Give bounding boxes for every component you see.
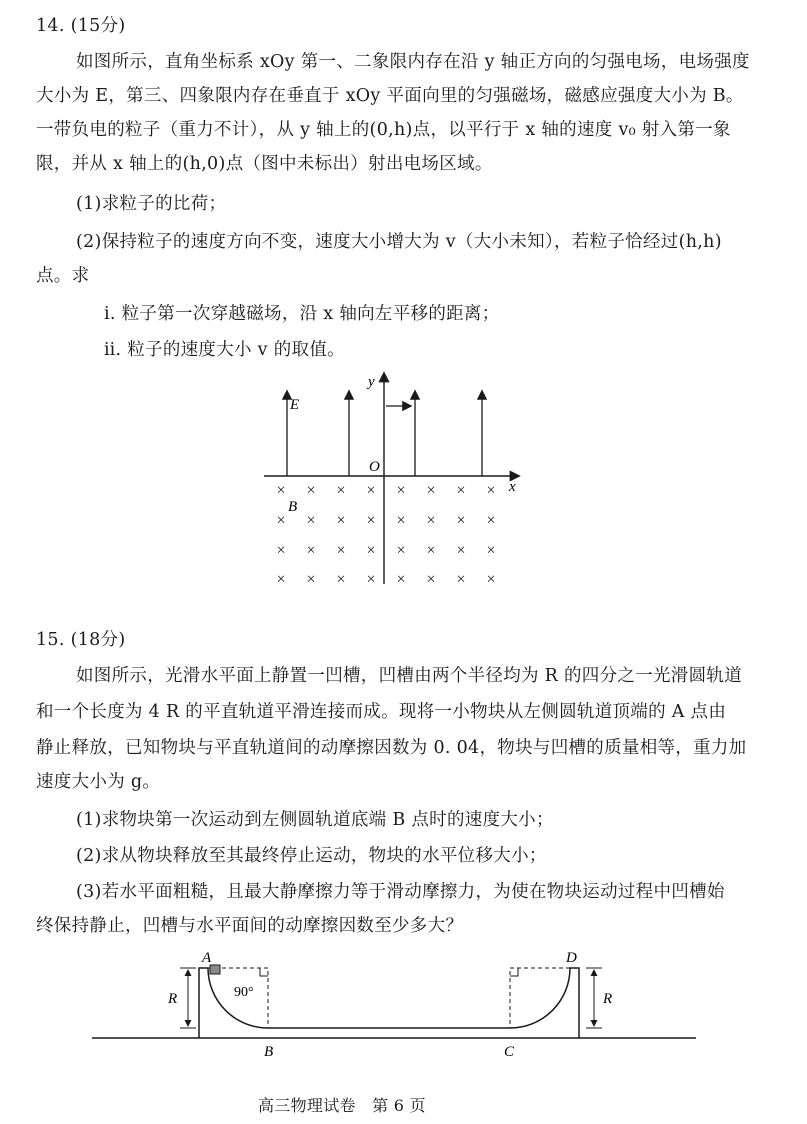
field-cross: × bbox=[396, 542, 406, 559]
q14-sub-i: ⅰ. 粒子第一次穿越磁场，沿 x 轴向左平移的距离； bbox=[104, 304, 500, 324]
label-r-right: R bbox=[603, 991, 613, 1007]
magnetic-field-crosses bbox=[276, 482, 495, 588]
field-cross: × bbox=[426, 482, 436, 499]
field-cross: × bbox=[306, 512, 316, 529]
angle-label: 90° bbox=[234, 985, 254, 1000]
field-cross: × bbox=[486, 542, 496, 559]
groove-outline bbox=[199, 968, 579, 1038]
field-cross: × bbox=[276, 542, 286, 559]
field-cross: × bbox=[276, 571, 286, 588]
field-cross: × bbox=[426, 571, 436, 588]
field-cross: × bbox=[486, 571, 496, 588]
q14-part-2-line-2: 点。求 bbox=[36, 266, 90, 286]
q15-paragraph-line-3: 静止释放，已知物块与平直轨道间的动摩擦因数为 0. 04，物块与凹槽的质量相等，重力加 bbox=[36, 738, 747, 758]
field-cross: × bbox=[336, 571, 346, 588]
field-cross: × bbox=[366, 482, 376, 499]
q15-paragraph-line-1: 如图所示，光滑水平面上静置一凹槽，凹槽由两个半径均为 R 的四分之一光滑圆轨道 bbox=[76, 666, 742, 686]
q15-part-3-line-1: (3)若水平面粗糙，且最大静摩擦力等于滑动摩擦力，为使在物块运动过程中凹槽始 bbox=[76, 882, 725, 902]
label-x: x bbox=[509, 479, 516, 495]
label-r-left: R bbox=[168, 991, 178, 1007]
field-cross: × bbox=[366, 512, 376, 529]
right-right-angle-marker bbox=[510, 968, 518, 976]
field-cross: × bbox=[486, 512, 496, 529]
field-cross: × bbox=[366, 571, 376, 588]
q14-sub-ii: ⅱ. 粒子的速度大小 v 的取值。 bbox=[104, 340, 345, 360]
q14-part-1: (1)求粒子的比荷； bbox=[76, 194, 227, 214]
field-cross: × bbox=[456, 512, 466, 529]
field-cross: × bbox=[396, 482, 406, 499]
q14-paragraph-line-3: 一带负电的粒子（重力不计），从 y 轴上的(0,h)点，以平行于 x 轴的速度 v₀ 射入第一象 bbox=[36, 120, 731, 140]
label-d: D bbox=[566, 950, 577, 966]
field-cross: × bbox=[276, 482, 286, 499]
field-cross: × bbox=[396, 512, 406, 529]
q14-paragraph-line-1: 如图所示，直角坐标系 xOy 第一、二象限内存在沿 y 轴正方向的匀强电场，电场强度 bbox=[76, 52, 750, 72]
field-cross: × bbox=[306, 571, 316, 588]
q15-groove-diagram bbox=[0, 940, 807, 1070]
q14-paragraph-line-4: 限，并从 x 轴上的(h,0)点（图中未标出）射出电场区域。 bbox=[36, 154, 493, 174]
field-cross: × bbox=[336, 512, 346, 529]
q14-paragraph-line-2: 大小为 E，第三、四象限内存在垂直于 xOy 平面向里的匀强磁场，磁感应强度大小为 B。 bbox=[36, 86, 744, 106]
label-b: B bbox=[264, 1044, 274, 1060]
field-cross: × bbox=[336, 542, 346, 559]
field-cross: × bbox=[456, 542, 466, 559]
label-b: B bbox=[288, 499, 298, 515]
field-cross: × bbox=[426, 512, 436, 529]
field-cross: × bbox=[336, 482, 346, 499]
q15-part-3-line-2: 终保持静止，凹槽与水平面间的动摩擦因数至少多大？ bbox=[36, 916, 464, 936]
label-e: E bbox=[290, 397, 300, 413]
field-cross: × bbox=[306, 482, 316, 499]
right-radius-guide bbox=[510, 968, 570, 1028]
q15-part-2: (2)求从物块释放至其最终停止运动，物块的水平位移大小； bbox=[76, 846, 547, 866]
label-y: y bbox=[368, 374, 375, 390]
field-cross: × bbox=[276, 512, 286, 529]
field-cross: × bbox=[456, 571, 466, 588]
field-cross: × bbox=[456, 482, 466, 499]
label-a: A bbox=[202, 950, 212, 966]
field-cross: × bbox=[366, 542, 376, 559]
q14-heading: 14. (15分) bbox=[36, 16, 126, 36]
label-o: O bbox=[369, 459, 380, 475]
field-cross: × bbox=[486, 482, 496, 499]
page-footer: 高三物理试卷 第 6 页 bbox=[258, 1096, 426, 1115]
left-right-angle-marker bbox=[260, 968, 268, 976]
field-cross: × bbox=[426, 542, 436, 559]
q15-heading: 15. (18分) bbox=[36, 630, 126, 650]
label-c: C bbox=[504, 1044, 515, 1060]
q15-paragraph-line-2: 和一个长度为 4 R 的平直轨道平滑连接而成。现将一小物块从左侧圆轨道顶端的 A 点由 bbox=[36, 702, 727, 722]
field-cross: × bbox=[306, 542, 316, 559]
q14-part-2-line-1: (2)保持粒子的速度方向不变，速度大小增大为 v（大小未知），若粒子恰经过(h,h) bbox=[76, 232, 722, 252]
q15-part-1: (1)求物块第一次运动到左侧圆轨道底端 B 点时的速度大小； bbox=[76, 810, 554, 830]
field-cross: × bbox=[396, 571, 406, 588]
q15-paragraph-line-4: 速度大小为 g。 bbox=[36, 772, 161, 792]
block bbox=[210, 965, 220, 974]
